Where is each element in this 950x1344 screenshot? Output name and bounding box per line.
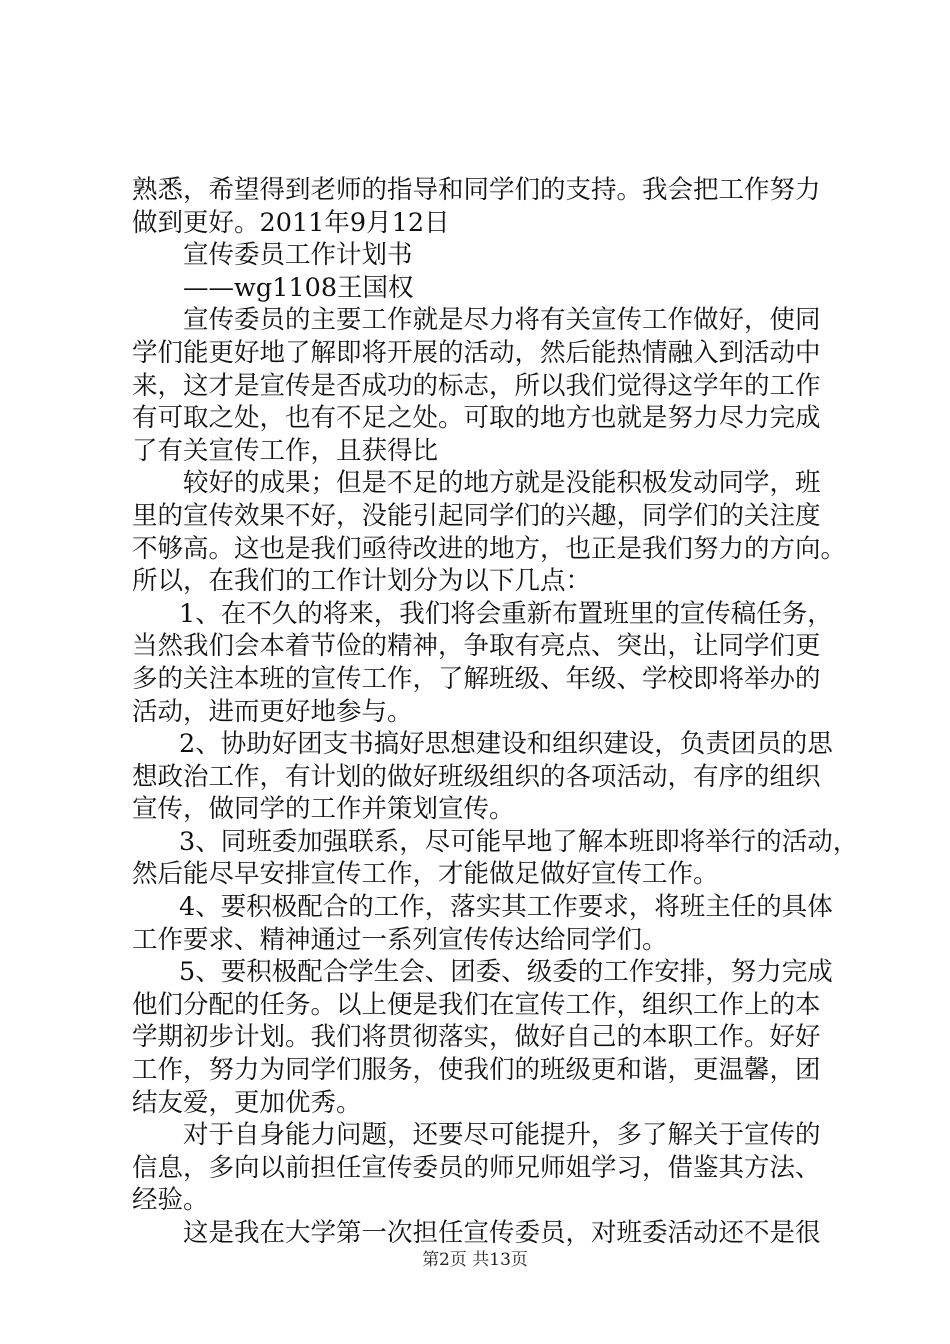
text-line: 做到更好。2011年9月12日 xyxy=(132,207,450,238)
text-line: 来，这才是宣传是否成功的标志，所以我们觉得这学年的工作 xyxy=(132,370,821,401)
text-line: 经验。 xyxy=(132,1185,209,1216)
document-body xyxy=(132,174,859,1250)
list-item-5: 5、要积极配合学生会、团委、级委的工作安排，努力完成 xyxy=(179,957,833,988)
page-number-footer: 第2页 共13页 xyxy=(422,1250,528,1270)
text-line: 学期初步计划。我们将贯彻落实，做好自己的本职工作。好好 xyxy=(132,1022,821,1053)
text-line: 然后能尽早安排宣传工作，才能做足做好宣传工作。 xyxy=(132,859,719,890)
text-line: 宣传，做同学的工作并策划宣传。 xyxy=(132,794,515,825)
text-line: 他们分配的任务。以上便是我们在宣传工作，组织工作上的本 xyxy=(132,989,821,1020)
text-line: 工作要求、精神通过一系列宣传传达给同学们。 xyxy=(132,924,668,955)
text-line: 工作，努力为同学们服务，使我们的班级更和谐，更温馨，团 xyxy=(132,1055,821,1086)
text-line: 较好的成果；但是不足的地方就是没能积极发动同学，班 xyxy=(183,468,821,499)
text-line: 所以，在我们的工作计划分为以下几点： xyxy=(132,566,592,597)
list-item-1: 1、在不久的将来，我们将会重新布置班里的宣传稿任务， xyxy=(179,598,833,629)
text-line: 学们能更好地了解即将开展的活动，然后能热情融入到活动中 xyxy=(132,337,821,368)
text-line: 里的宣传效果不好，没能引起同学们的兴趣，同学们的关注度 xyxy=(132,500,821,531)
text-line: 活动，进而更好地参与。 xyxy=(132,696,413,727)
text-line: 这是我在大学第一次担任宣传委员，对班委活动还不是很 xyxy=(183,1218,821,1248)
text-line: 有可取之处，也有不足之处。可取的地方也就是努力尽力完成 xyxy=(132,403,821,434)
text-line: 多的关注本班的宣传工作，了解班级、年级、学校即将举办的 xyxy=(132,663,821,694)
author-line: ——wg1108王国权 xyxy=(183,272,414,303)
text-line: 想政治工作，有计划的做好班级组织的各项活动，有序的组织 xyxy=(132,761,821,792)
text-line: 对于自身能力问题，还要尽可能提升，多了解关于宣传的 xyxy=(183,1120,821,1151)
text-line: 熟悉，希望得到老师的指导和同学们的支持。我会把工作努力 xyxy=(132,175,821,205)
text-line: 当然我们会本着节俭的精神，争取有亮点、突出，让同学们更 xyxy=(132,631,821,662)
list-item-3: 3、同班委加强联系，尽可能早地了解本班即将举行的活动， xyxy=(179,826,859,857)
text-line: 不够高。这也是我们亟待改进的地方，也正是我们努力的方向。 xyxy=(132,533,847,564)
text-line: 了有关宣传工作，且获得比 xyxy=(132,435,439,466)
text-line: 宣传委员的主要工作就是尽力将有关宣传工作做好，使同 xyxy=(183,305,821,336)
text-line: 结友爱，更加优秀。 xyxy=(132,1087,362,1118)
list-item-4: 4、要积极配合的工作，落实其工作要求，将班主任的具体 xyxy=(179,892,833,923)
list-item-2: 2、协助好团支书搞好思想建设和组织建设，负责团员的思 xyxy=(179,729,833,760)
section-title: 宣传委员工作计划书 xyxy=(183,240,413,271)
text-line: 信息，多向以前担任宣传委员的师兄师姐学习，借鉴其方法、 xyxy=(132,1152,821,1183)
